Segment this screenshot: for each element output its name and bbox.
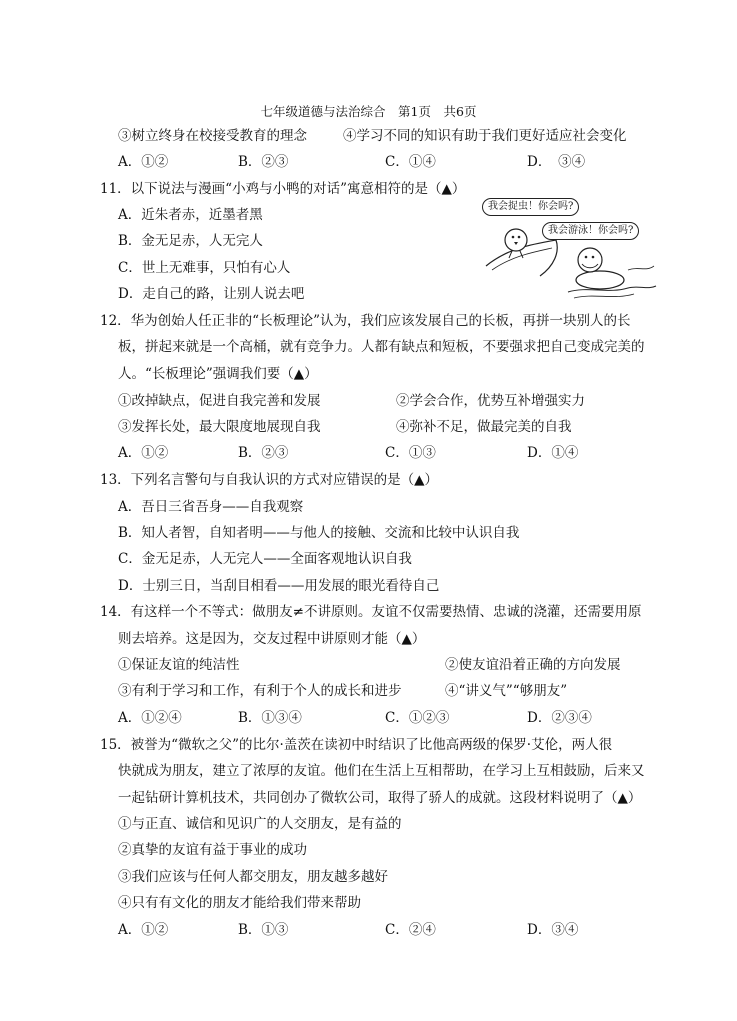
q10-option-c[interactable]: C．①④ [385,154,436,170]
q15-statement-4: ④只有有文化的朋友才能给我们带来帮助 [118,895,361,911]
q11-option-d[interactable]: D．走自己的路，让别人说去吧 [118,286,305,302]
q10-option-a[interactable]: A．①② [118,154,169,170]
page-header: 七年级道德与法治综合 第1页 共6页 [260,104,477,119]
q15-statement-3: ③我们应该与任何人都交朋友，朋友越多越好 [118,869,388,885]
q15-option-c[interactable]: C．②④ [385,922,436,938]
q12-statement-2: ②学会合作，优势互补增强实力 [396,393,585,409]
q15-stem-line-1: 15．被誉为“微软之父”的比尔·盖茨在读初中时结识了比他高两级的保罗·艾伦，两人很 [100,737,613,753]
q12-stem-line-3: 人。“长板理论”强调我们要（▲） [118,366,318,382]
q10-option-d[interactable]: D． ③④ [527,154,586,170]
q10-option-b[interactable]: B．②③ [238,154,289,170]
q15-statement-2: ②真挚的友谊有益于事业的成功 [118,842,307,858]
q12-option-a[interactable]: A．①② [118,445,169,461]
q15-stem-line-2: 快就成为朋友，建立了浓厚的友谊。他们在生活上互相帮助，在学习上互相鼓励，后来又 [118,763,645,779]
q14-statement-2: ②使友谊沿着正确的方向发展 [445,657,621,673]
q14-option-c[interactable]: C．①②③ [385,710,450,726]
q12-stem-line-1: 12．华为创始人任正非的“长板理论”认为，我们应该发展自己的长板，再拼一块别人的长 [100,313,631,329]
q12-statement-1: ①改掉缺点，促进自我完善和发展 [118,393,321,409]
q12-stem-line-2: 板，拼起来就是一个高桶，就有竞争力。人都有缺点和短板，不要强求把自己变成完美的 [118,339,645,355]
q10-statement-3: ③树立终身在校接受教育的理念 [118,128,307,144]
q11-option-a[interactable]: A．近朱者赤，近墨者黑 [118,207,263,223]
q12-statement-4: ④弥补不足，做最完美的自我 [396,419,572,435]
q13-option-b[interactable]: B．知人者智，自知者明——与他人的接触、交流和比较中认识自我 [118,525,520,541]
q13-option-a[interactable]: A．吾日三省吾身——自我观察 [118,499,304,515]
q13-stem: 13．下列名言警句与自我认识的方式对应错误的是（▲） [100,472,439,488]
q12-statement-3: ③发挥长处，最大限度地展现自我 [118,419,321,435]
q11-option-b[interactable]: B．金无足赤，人无完人 [118,233,263,249]
q14-option-b[interactable]: B．①③④ [238,710,302,726]
q14-stem-line-2: 则去培养。这是因为，交友过程中讲原则才能（▲） [118,631,426,647]
q11-option-c[interactable]: C．世上无难事，只怕有心人 [118,260,291,276]
q15-option-d[interactable]: D．③④ [527,922,579,938]
q13-option-c[interactable]: C．金无足赤，人无完人——全面客观地认识自我 [118,551,412,567]
q12-option-c[interactable]: C．①③ [385,445,436,461]
q12-option-d[interactable]: D．①④ [527,445,579,461]
q12-option-b[interactable]: B．②③ [238,445,289,461]
q15-stem-line-3: 一起钻研计算机技术，共同创办了微软公司，取得了骄人的成就。这段材料说明了（▲） [118,790,642,806]
q14-stem-line-1: 14．有这样一个不等式：做朋友≠不讲原则。友谊不仅需要热情、忠诚的浇灌，还需要用原 [100,604,642,620]
q15-option-a[interactable]: A．①② [118,922,169,938]
duck-speech-bubble: 我会游泳！你会吗? [542,222,639,240]
q10-statement-4: ④学习不同的知识有助于我们更好适应社会变化 [343,128,627,144]
q14-option-a[interactable]: A．①②④ [118,710,182,726]
q14-statement-3: ③有利于学习和工作，有利于个人的成长和进步 [118,683,402,699]
chick-speech-bubble: 我会捉虫！你会吗? [482,198,579,216]
chick-duck-cartoon [478,196,658,304]
q14-statement-4: ④“讲义气”“够朋友” [445,683,568,699]
q15-option-b[interactable]: B．①③ [238,922,289,938]
q11-stem: 11．以下说法与漫画“小鸡与小鸭的对话”寓意相符的是（▲） [100,181,466,197]
q14-option-d[interactable]: D．②③④ [527,710,592,726]
q14-statement-1: ①保证友谊的纯洁性 [118,657,240,673]
q13-option-d[interactable]: D．士别三日，当刮目相看——用发展的眼光看待自己 [118,578,440,594]
q15-statement-1: ①与正直、诚信和见识广的人交朋友，是有益的 [118,816,402,832]
